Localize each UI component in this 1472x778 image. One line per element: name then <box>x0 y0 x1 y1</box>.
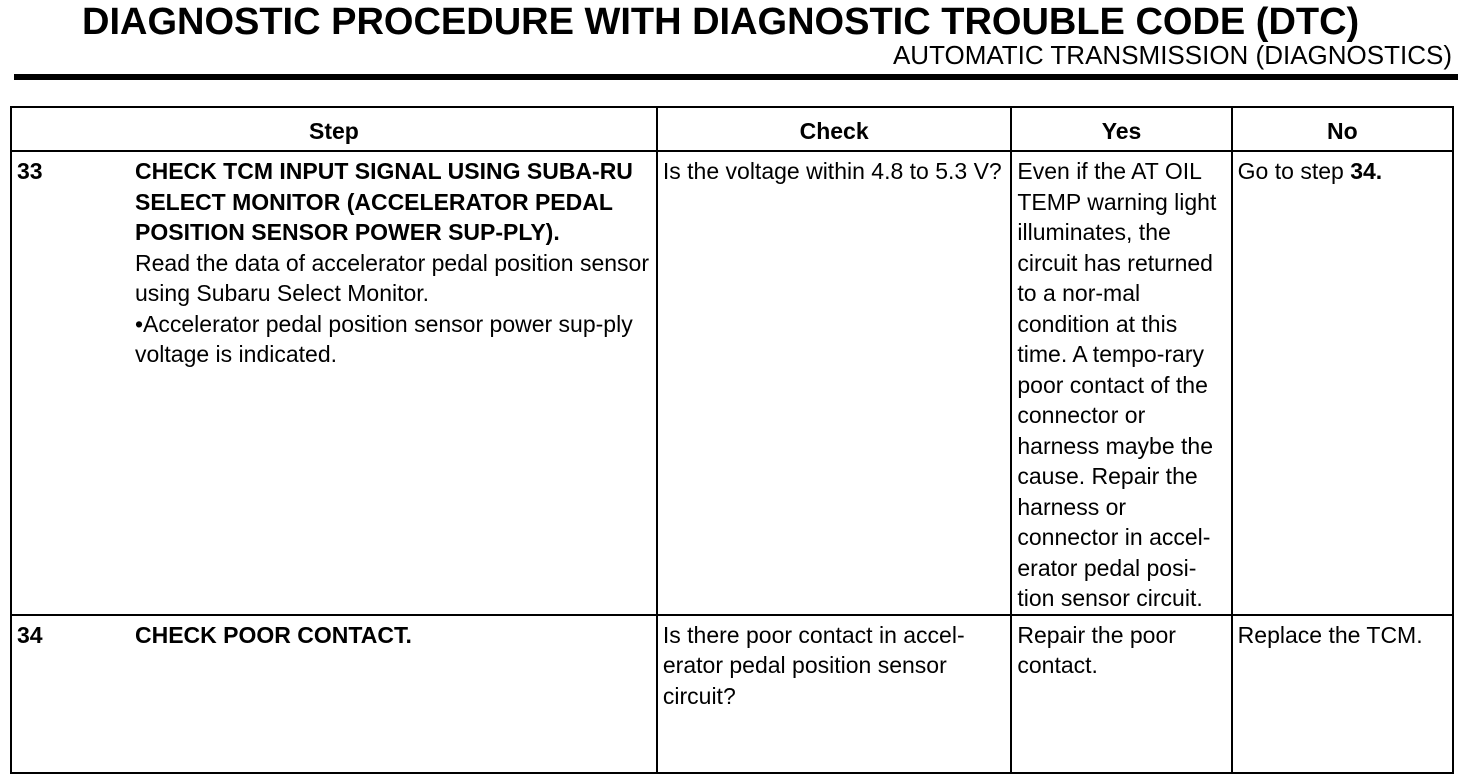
column-header-step: Step <box>11 107 657 151</box>
step-cell <box>11 151 657 615</box>
table-row <box>11 151 1453 615</box>
yes-cell: Even if the AT OIL TEMP warning light illuminates, the circuit has returned to a nor-mal condition at this time. A tempo-rary poor contact of the connector or harness maybe the cause. Repair the harness or connector in accel-erator pedal posi-tion sensor circuit. <box>1011 151 1231 615</box>
step-title: CHECK POOR CONTACT. <box>135 621 412 648</box>
column-header-check: Check <box>657 107 1011 151</box>
step-cell <box>11 615 657 773</box>
step-bullet: •Accelerator pedal position sensor power sup-ply voltage is indicated. <box>135 310 633 367</box>
table-row <box>11 615 1453 773</box>
step-title: CHECK TCM INPUT SIGNAL USING SUBA-RU SELECT MONITOR (ACCELERATOR PEDAL POSITION SENSOR POWER SUP-PLY). <box>135 158 633 245</box>
no-step-link: 34. <box>1350 158 1383 184</box>
section-subtitle: AUTOMATIC TRANSMISSION (DIAGNOSTICS) <box>892 40 1452 70</box>
yes-cell: Repair the poor contact. <box>1011 615 1231 773</box>
diagnostic-table <box>10 106 1454 774</box>
no-cell: Replace the TCM. <box>1232 615 1453 773</box>
no-prefix: Go to step <box>1237 158 1344 184</box>
header-divider <box>14 74 1458 80</box>
page-title: DIAGNOSTIC PROCEDURE WITH DIAGNOSTIC TROUBLE CODE (DTC) <box>82 1 1360 43</box>
column-header-yes: Yes <box>1011 107 1231 151</box>
no-cell <box>1232 151 1453 615</box>
column-header-no: No <box>1232 107 1453 151</box>
check-cell: Is there poor contact in accel-erator pedal position sensor circuit? <box>657 615 1011 773</box>
table-header-row <box>11 107 1453 151</box>
step-number: 34 <box>17 621 43 648</box>
step-detail: Read the data of accelerator pedal position sensor using Subaru Select Monitor. <box>135 249 649 306</box>
check-cell: Is the voltage within 4.8 to 5.3 V? <box>657 151 1011 615</box>
step-number: 33 <box>17 158 43 184</box>
